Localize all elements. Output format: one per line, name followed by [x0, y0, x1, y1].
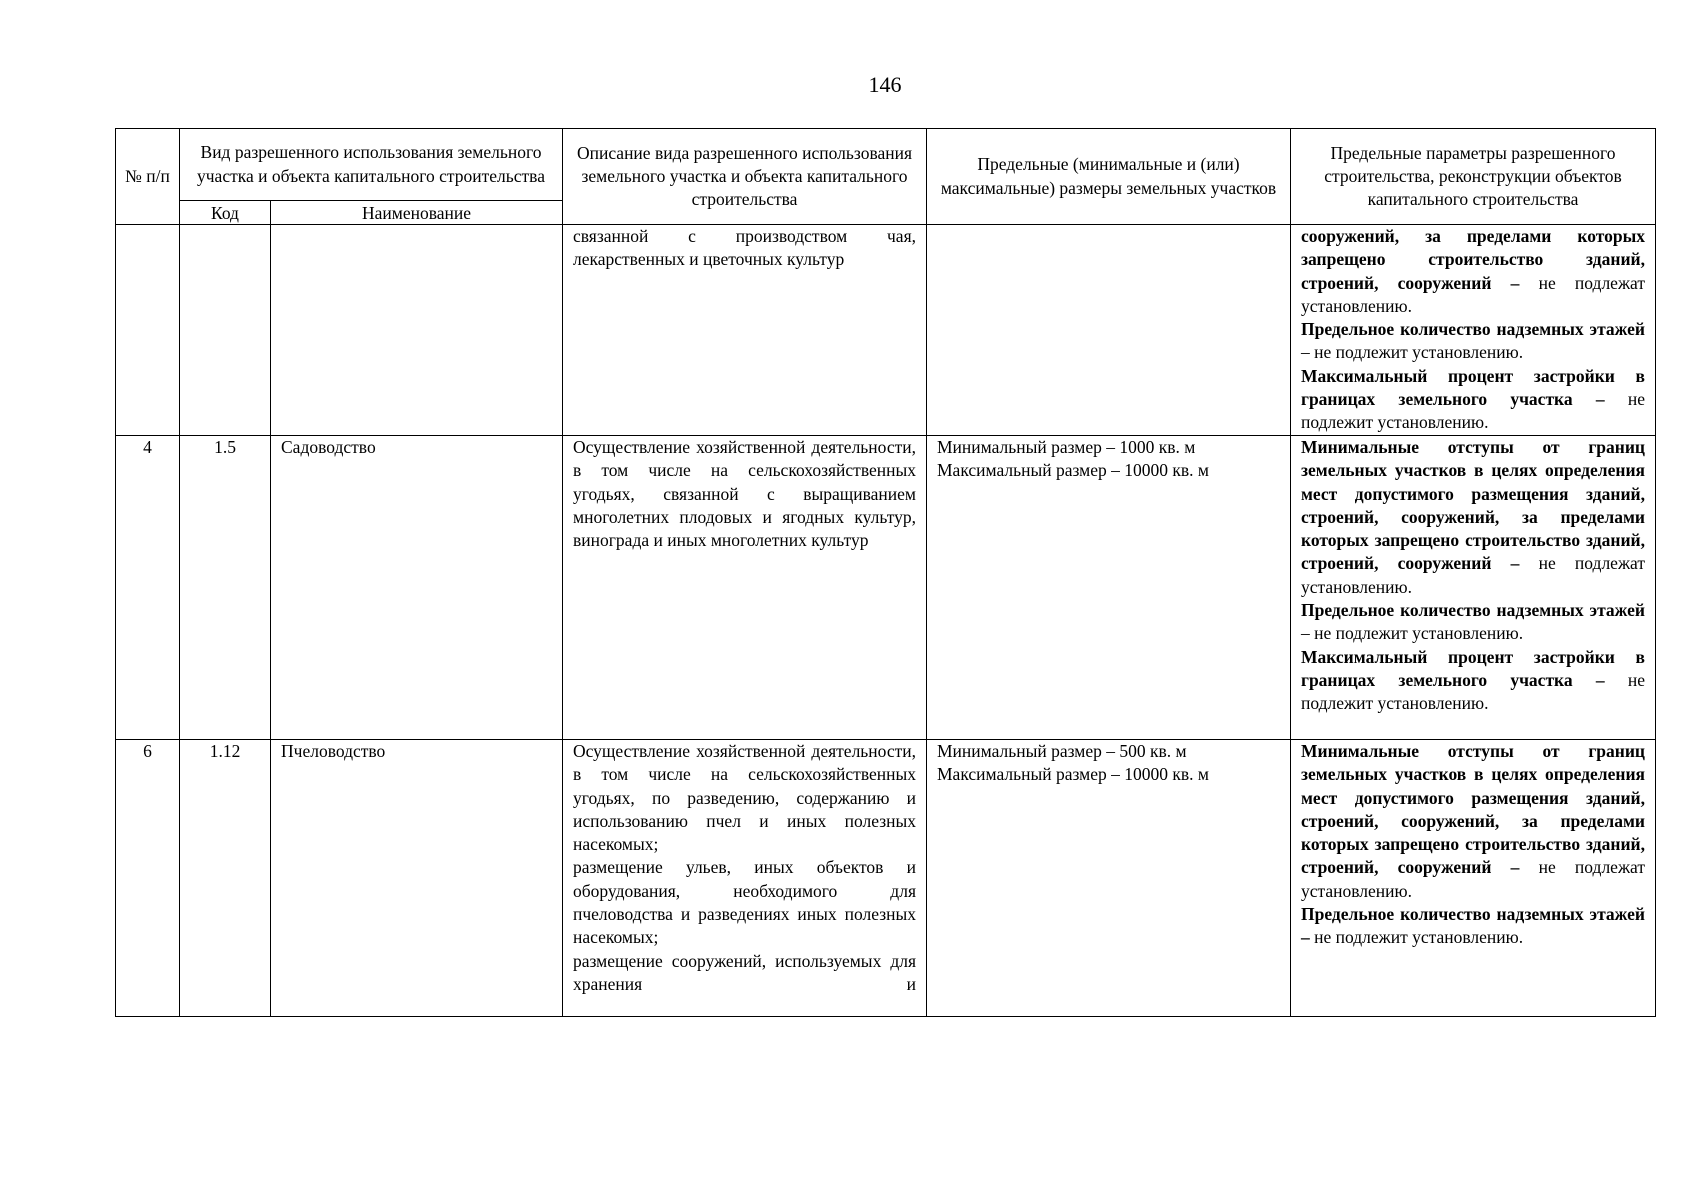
row-name	[271, 225, 563, 436]
size-line: Максимальный размер – 10000 кв. м	[937, 764, 1209, 785]
desc-paragraph: размещение ульев, иных объектов и оборудования, необходимого для пчеловодства и разведениях иных полезных насекомых;	[573, 857, 916, 948]
row-name: Садоводство	[271, 436, 563, 740]
row-code: 1.5	[180, 436, 271, 740]
desc-paragraph: Осуществление хозяйственной деятельности, в том числе на сельскохозяйственных угодьях, по разведению, содержанию и использованию пчел и иных полезных насекомых;	[573, 741, 916, 855]
header-params: Предельные параметры разрешенного строительства, реконструкции объектов капитального строительства	[1291, 129, 1656, 225]
row-desc	[563, 436, 927, 740]
row-params	[1291, 225, 1656, 436]
header-sizes: Предельные (минимальные и (или) максимальные) размеры земельных участков	[927, 129, 1291, 225]
row-num: 4	[116, 436, 180, 740]
row-sizes	[927, 225, 1291, 436]
table-header	[116, 129, 1656, 225]
header-name: Наименование	[271, 201, 563, 225]
row-code	[180, 225, 271, 436]
desc-paragraph: Осуществление хозяйственной деятельности, в том числе на сельскохозяйственных угодьях, связанной с выращиванием многолетних плодовых и ягодных культур, винограда и иных многолетних культур	[573, 437, 916, 551]
header-code: Код	[180, 201, 271, 225]
table-row	[116, 740, 1656, 1017]
row-params	[1291, 436, 1656, 740]
row-sizes	[927, 740, 1291, 1017]
desc-paragraph: размещение сооружений, используемых для хранения и	[573, 950, 916, 994]
param-item: Максимальный процент застройки в границах земельного участка – не подлежит установлению.	[1301, 646, 1645, 714]
param-item: Предельное количество надземных этажей – не подлежит установлению.	[1301, 904, 1645, 948]
row-name: Пчеловодство	[271, 740, 563, 1017]
param-item: сооружений, за пределами которых запрещено строительство зданий, строений, сооружений – не подлежат установлению.	[1301, 226, 1646, 316]
param-item: Минимальные отступы от границ земельных участков в целях определения мест допустимого размещения зданий, строений, сооружений, за пределами которых запрещено строительство зданий, строений, сооружений – не подлежат установлению.	[1301, 437, 1646, 597]
desc-line: связанной с производством чая,	[573, 226, 916, 246]
param-item: Предельное количество надземных этажей – не подлежит установлению.	[1301, 319, 1645, 363]
row-num: 6	[116, 740, 180, 1017]
row-num	[116, 225, 180, 436]
land-use-table	[115, 128, 1656, 1017]
table-row	[116, 225, 1656, 436]
size-line: Минимальный размер – 500 кв. м	[937, 741, 1187, 761]
row-params	[1291, 740, 1656, 1017]
table-row	[116, 436, 1656, 740]
header-num: № п/п	[116, 129, 180, 225]
table-body	[116, 225, 1656, 1017]
row-sizes	[927, 436, 1291, 740]
desc-line: лекарственных и цветочных культур	[573, 249, 845, 270]
param-item: Максимальный процент застройки в границах земельного участка – не подлежит установлению.	[1301, 365, 1645, 433]
header-vid: Вид разрешенного использования земельного участка и объекта капитального строительства	[180, 129, 563, 201]
row-desc	[563, 225, 927, 436]
row-code: 1.12	[180, 740, 271, 1017]
size-line: Минимальный размер – 1000 кв. м	[937, 437, 1196, 457]
param-item: Предельное количество надземных этажей – не подлежит установлению.	[1301, 600, 1645, 644]
param-item: Минимальные отступы от границ земельных участков в целях определения мест допустимого размещения зданий, строений, сооружений, за пределами которых запрещено строительство зданий, строений, сооружений – не подлежат установлению.	[1301, 741, 1646, 901]
size-line: Максимальный размер – 10000 кв. м	[937, 460, 1209, 481]
header-desc: Описание вида разрешенного использования земельного участка и объекта капитального строительства	[563, 129, 927, 225]
page-number: 146	[868, 72, 902, 97]
row-desc	[563, 740, 927, 1017]
